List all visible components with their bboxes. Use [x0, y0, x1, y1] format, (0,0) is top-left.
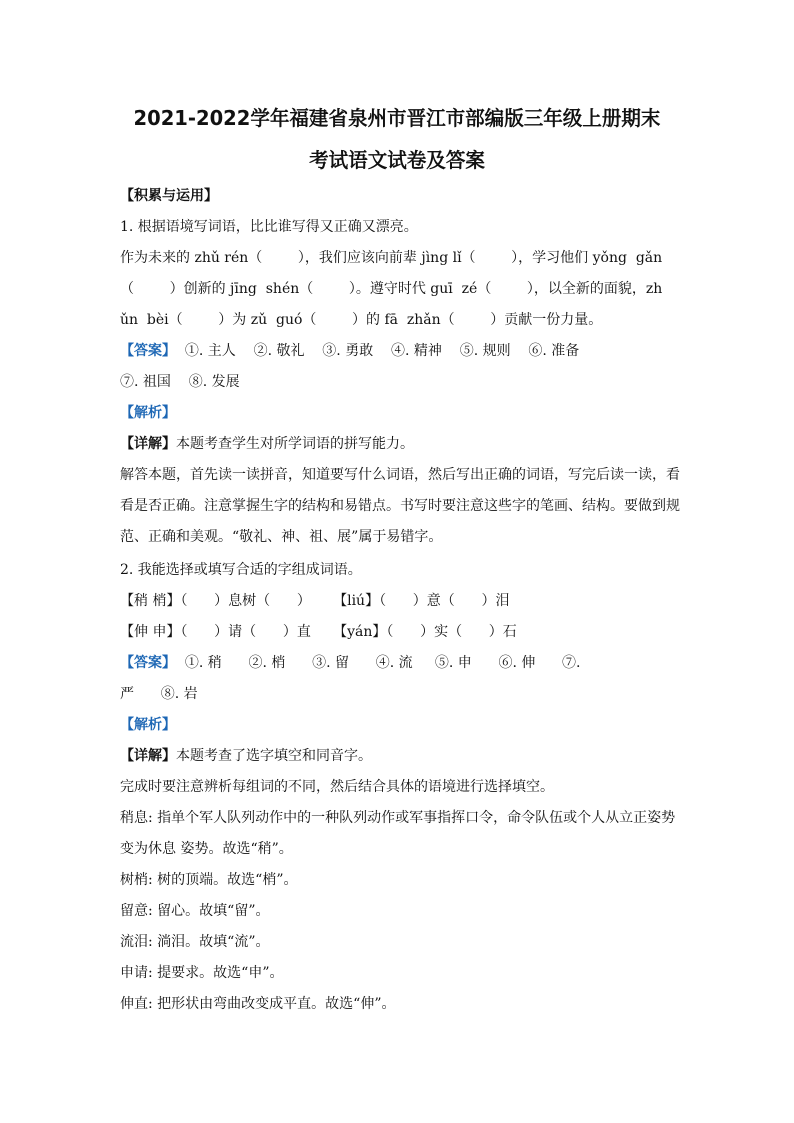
q2-stem: 2. 我能选择或填写合适的字组成词语。 — [120, 562, 362, 578]
q2-answer-row-1 — [120, 653, 581, 673]
q1-answer-label: 【答案】 — [120, 343, 176, 359]
q2-explain-line-1: 完成时要注意辨析每组词的不同，然后结合具体的语境进行选择填空。 — [120, 779, 554, 795]
q2-explain-line-3: 变为休息 姿势。故选“稍”。 — [120, 841, 293, 857]
q1-detail — [120, 434, 414, 454]
q2-explain-line-2: 稍息: 指单个军人队列动作中的一种队列动作或军事指挥口令，命令队伍或个人从立正姿势 — [120, 810, 676, 826]
document-title-line-1: 2021-2022学年福建省泉州市晋江市部编版三年级上册期末 — [133, 106, 661, 130]
q2-detail-label: 【详解】 — [120, 748, 176, 764]
q2-answer-values: ①. 稍 ②. 梢 ③. 留 ④. 流 ⑤. 申 ⑥. 伸 ⑦. — [176, 655, 581, 671]
q1-line-1: 作为未来的 zhǔ rén（ ），我们应该向前辈 jìng lǐ（ ），学习他们 yǒng gǎn — [120, 250, 663, 266]
q1-analysis-label: 【解析】 — [120, 405, 176, 421]
q2-explain-line-6: 流泪: 淌泪。故填“流”。 — [120, 934, 270, 950]
q2-explain-line-4: 树梢: 树的顶端。故选“梢”。 — [120, 872, 298, 888]
q1-stem: 1. 根据语境写词语，比比谁写得又正确又漂亮。 — [120, 219, 418, 235]
q2-detail-text: 本题考查了选字填空和同音字。 — [176, 748, 372, 764]
q1-line-2: （ ）创新的 jīng shén（ ）。遵守时代 guī zé（ ），以全新的面貌，zh — [120, 281, 663, 297]
q2-explain-line-8: 伸直: 把形状由弯曲改变成平直。故选“伸”。 — [120, 996, 396, 1012]
document-title-line-2: 考试语文试卷及答案 — [309, 148, 485, 172]
q1-detail-text: 本题考查学生对所学词语的拼写能力。 — [176, 436, 414, 452]
q1-answer-values: ①. 主人 ②. 敬礼 ③. 勇敢 ④. 精神 ⑤. 规则 ⑥. 准备 — [176, 343, 580, 359]
q1-answer-row-1 — [120, 341, 579, 361]
q2-explain-line-7: 申请: 提要求。故选“申”。 — [120, 965, 284, 981]
q2-analysis-label: 【解析】 — [120, 717, 176, 733]
section-heading: 【积累与运用】 — [120, 188, 218, 204]
q2-answer-label: 【答案】 — [120, 655, 176, 671]
q2-detail — [120, 746, 372, 766]
q1-explain-line-1: 解答本题，首先读一读拼音，知道要写什么词语，然后写出正确的词语，写完后读一读，看 — [120, 467, 680, 483]
q2-line-2: 【伸 申】（ ）请（ ）直 【yán】（ ）实（ ）石 — [120, 624, 517, 640]
q2-line-1: 【稍 梢】（ ）息树（ ） 【liú】（ ）意（ ）泪 — [120, 593, 510, 609]
q1-explain-line-2: 看是否正确。注意掌握生字的结构和易错点。书写时要注意这些字的笔画、结构。要做到规 — [120, 498, 680, 514]
q1-explain-line-3: 范、正确和美观。“敬礼、神、祖、展”属于易错字。 — [120, 529, 443, 545]
q1-answer-row-2: ⑦. 祖国 ⑧. 发展 — [120, 374, 240, 390]
q2-answer-row-2: 严 ⑧. 岩 — [120, 686, 198, 702]
q2-explain-line-5: 留意: 留心。故填“留”。 — [120, 903, 270, 919]
q1-detail-label: 【详解】 — [120, 436, 176, 452]
q1-line-3: ǔn bèi（ ）为 zǔ guó（ ）的 fā zhǎn（ ）贡献一份力量。 — [120, 312, 603, 328]
